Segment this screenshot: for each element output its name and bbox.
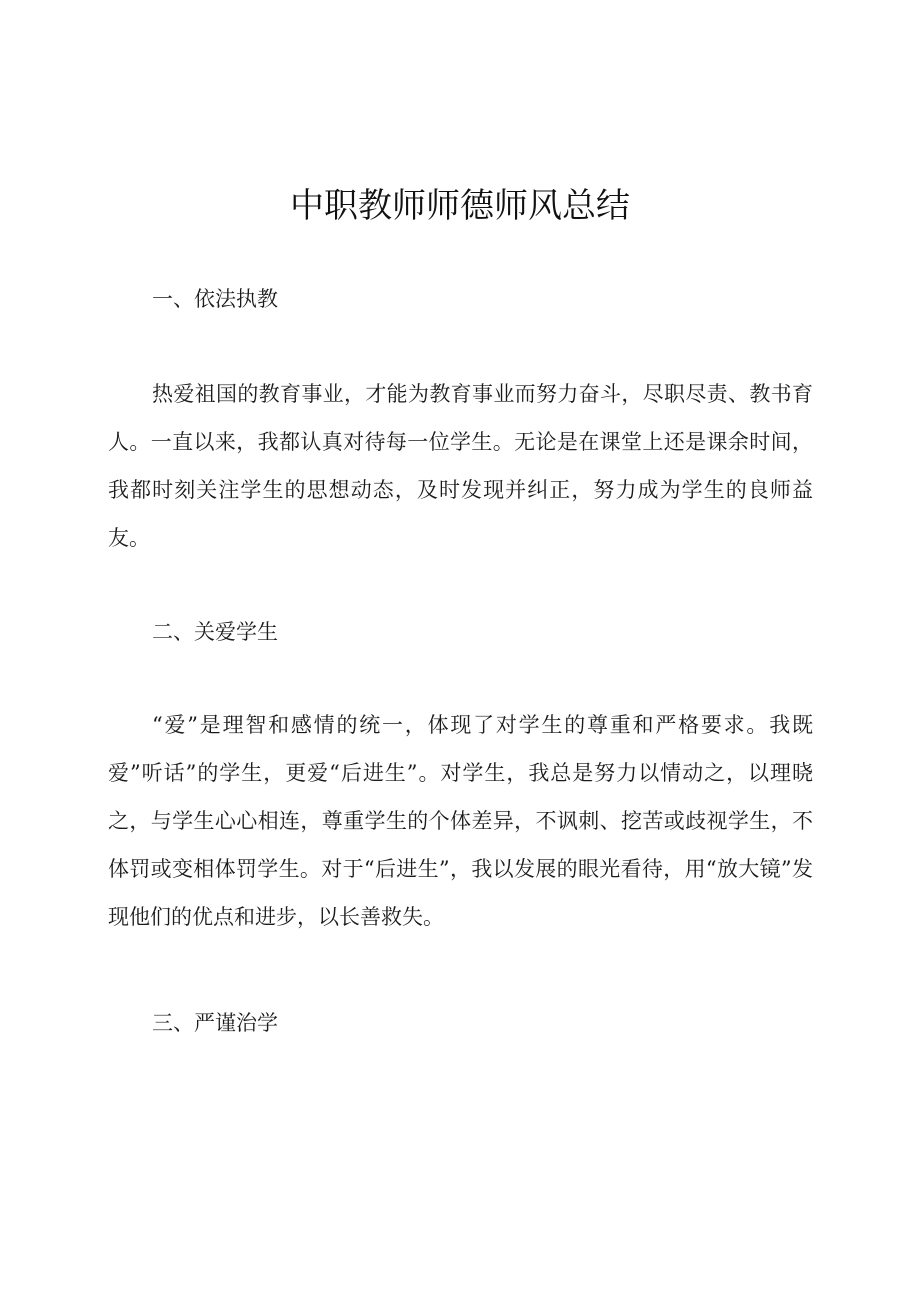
section-paragraph-2: “爱”是理智和感情的统一，体现了对学生的尊重和严格要求。我既爱”听话”的学生，更爱“后进生”。对学生，我总是努力以情动之，以理晓之，与学生心心相连，尊重学生的个体差异，不讽刺、挖苦或歧视学生，不体罚或变相体罚学生。对于“后进生”，我以发展的眼光看待，用“放大镜”发现他们的优点和进步，以长善救失。 (108, 713, 813, 929)
section-heading-2: 二、关爱学生 (152, 620, 278, 644)
page-title: 中职教师师德师风总结 (290, 186, 630, 226)
section-heading-1: 一、依法执教 (152, 287, 278, 311)
section-paragraph-1: 热爱祖国的教育事业，才能为教育事业而努力奋斗，尽职尽责、教书育人。一直以来，我都认真对待每一位学生。无论是在课堂上还是课余时间，我都时刻关注学生的思想动态，及时发现并纠正，努力成为学生的良师益友。 (108, 382, 813, 550)
section-heading-3: 三、严谨治学 (152, 1011, 278, 1035)
